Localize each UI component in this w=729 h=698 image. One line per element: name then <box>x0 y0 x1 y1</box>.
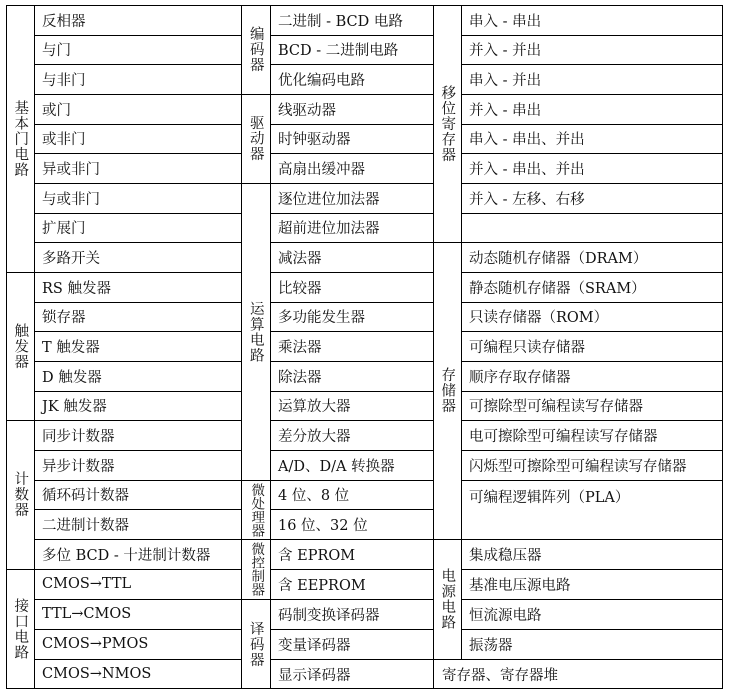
table-cell: 电可擦除型可编程读写存储器 <box>469 428 658 445</box>
table-cell: 串入 - 串出、并出 <box>469 132 585 148</box>
group-counter: 计数器 <box>12 471 29 518</box>
table-cell: 差分放大器 <box>278 428 351 445</box>
group-shift-register: 移位寄存器 <box>439 84 456 163</box>
table-cell: 并入 - 并出 <box>469 43 542 59</box>
table-cell: 含 EPROM <box>278 547 356 564</box>
table-cell: 循环码计数器 <box>42 488 129 504</box>
group-encoder: 编码器 <box>247 26 264 73</box>
table-cell: CMOS→TTL <box>42 576 132 592</box>
table-cell: T 触发器 <box>42 339 100 356</box>
group-driver: 驱动器 <box>247 115 264 162</box>
table-cell: 闪烁型可擦除型可编程读写存储器 <box>469 458 687 475</box>
table-cell: 串入 - 并出 <box>469 72 542 89</box>
table-cell: 寄存器、寄存器堆 <box>442 667 558 684</box>
table-cell: 异步计数器 <box>42 458 115 475</box>
table-cell: 反相器 <box>42 13 86 30</box>
group-power: 电源电路 <box>439 568 456 630</box>
table-cell: 乘法器 <box>278 339 322 356</box>
table-cell: JK 触发器 <box>42 399 107 415</box>
table-cell: 集成稳压器 <box>469 547 542 564</box>
table-cell: 串入 - 串出 <box>469 13 542 30</box>
table-cell: 只读存储器（ROM） <box>469 310 609 326</box>
table-cell: 可擦除型可编程读写存储器 <box>469 399 643 415</box>
table-cell: CMOS→NMOS <box>42 666 152 682</box>
group-arithmetic: 运算电路 <box>247 300 264 363</box>
table-cell: 顺序存取存储器 <box>469 369 571 386</box>
table-cell: TTL→CMOS <box>42 606 132 622</box>
group-memory: 存储器 <box>439 367 456 414</box>
table-cell: 多位 BCD - 十进制计数器 <box>42 547 211 564</box>
table-cell: D 触发器 <box>42 369 102 386</box>
table-cell: 可编程逻辑阵列（PLA） <box>469 490 630 506</box>
table-cell: 减法器 <box>278 250 322 267</box>
table-cell: 含 EEPROM <box>278 577 366 594</box>
table-cell: 恒流源电路 <box>469 607 542 624</box>
table-cell: 并入 - 左移、右移 <box>469 191 585 208</box>
table-cell: 或非门 <box>42 132 86 148</box>
table-cell: 变量译码器 <box>278 637 351 654</box>
table-cell: 多路开关 <box>42 250 100 267</box>
table-cell: BCD - 二进制电路 <box>278 43 399 59</box>
table-cell: 二进制计数器 <box>42 517 129 534</box>
table-cell: 超前进位加法器 <box>278 221 380 237</box>
group-interface: 接口电路 <box>12 598 29 660</box>
table-cell: 同步计数器 <box>42 428 115 445</box>
table-cell: 逐位进位加法器 <box>278 191 380 208</box>
table-cell: 16 位、32 位 <box>278 517 368 534</box>
table-cell: 比较器 <box>278 280 322 297</box>
group-trigger: 触发器 <box>12 322 29 370</box>
table-cell: 时钟驱动器 <box>278 132 351 148</box>
table-cell: 扩展门 <box>42 221 86 237</box>
group-decoder: 译码器 <box>247 620 264 668</box>
table-cell: 码制变换译码器 <box>278 607 380 624</box>
table-cell: RS 触发器 <box>42 280 111 297</box>
table-cell: 与或非门 <box>42 191 100 208</box>
table-cell: 与非门 <box>42 72 86 89</box>
group-microcontroller: 微控制器 <box>248 542 265 596</box>
table-cell: 线驱动器 <box>278 102 336 119</box>
table-cell: 运算放大器 <box>278 399 351 415</box>
group-basic-gates: 基本门电路 <box>12 99 29 178</box>
table-cell: 多功能发生器 <box>278 310 365 326</box>
group-microprocessor: 微处理器 <box>248 482 265 537</box>
component-table <box>6 5 723 689</box>
table-cell: 基准电压源电路 <box>469 577 571 594</box>
table-cell: CMOS→PMOS <box>42 636 149 652</box>
table-cell: 并入 - 串出、并出 <box>469 161 585 178</box>
table-cell: 4 位、8 位 <box>278 488 350 504</box>
table-cell: 显示译码器 <box>278 667 351 684</box>
table-cell: 除法器 <box>278 369 322 386</box>
table-cell: 振荡器 <box>469 637 513 654</box>
table-cell: 可编程只读存储器 <box>469 339 585 356</box>
table-cell: 与门 <box>42 43 71 59</box>
table-cell: 锁存器 <box>42 310 86 326</box>
table-cell: 优化编码电路 <box>278 72 365 89</box>
table-cell: 或门 <box>42 102 71 119</box>
table-cell: A/D、D/A 转换器 <box>278 458 395 475</box>
table-cell: 异或非门 <box>42 161 100 178</box>
table-cell: 动态随机存储器（DRAM） <box>469 250 648 267</box>
table-cell: 高扇出缓冲器 <box>278 161 365 178</box>
table-cell: 二进制 - BCD 电路 <box>278 13 403 30</box>
table-cell: 并入 - 串出 <box>469 102 542 119</box>
table-cell: 静态随机存储器（SRAM） <box>469 280 646 297</box>
